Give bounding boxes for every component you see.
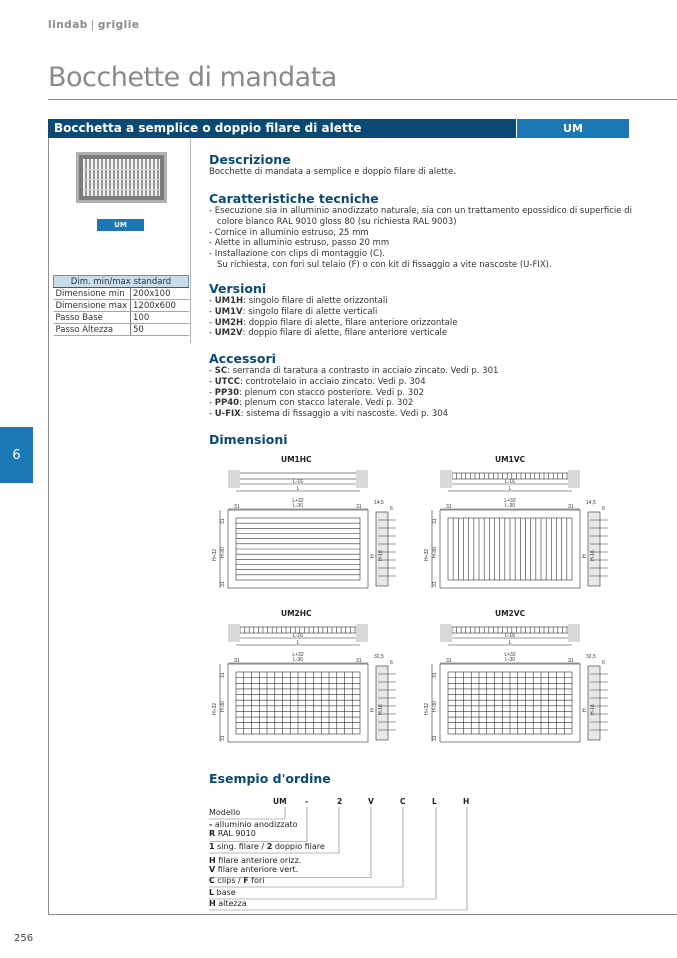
dim-label: 14,5 <box>374 500 384 506</box>
accessorio-item: - UTCC: controtelaio in acciaio zincato. Vedi p. 304 <box>209 376 426 387</box>
versione-item: - UM1H: singolo filare di alette orizzontali <box>209 296 388 306</box>
frame-bottom-rule <box>48 914 677 915</box>
dim-label: H <box>582 708 588 712</box>
accessorio-item-code: PP30 <box>214 387 240 398</box>
dim-label: H-30 <box>220 701 226 712</box>
dim-label: H+32 <box>424 548 430 561</box>
order-row-text: base <box>214 888 236 897</box>
versione-item-text: : doppio filare di alette, filare anteriore verticale <box>242 328 448 339</box>
drawing-title-um2hc: UM2HC <box>281 609 312 618</box>
page-number: 256 <box>14 933 34 944</box>
dim-label: L-30 <box>504 657 516 663</box>
versione-item-code: UM1V <box>214 306 243 317</box>
caratteristiche-line: - Esecuzione sia in alluminio anodizzato naturale, sia con un trattamento epossidico di superficie di <box>209 206 632 216</box>
wall-section <box>568 624 580 642</box>
dim-label: 31 <box>568 504 574 510</box>
dim-label: 6 <box>390 506 393 512</box>
versione-item: - UM2H: doppio filare di alette, filare anteriore orizzontale <box>209 317 458 328</box>
order-row-text: fori <box>248 876 265 885</box>
dim-label: L-16 <box>292 479 304 485</box>
dim-label: 31 <box>220 735 226 741</box>
photo-badge: UM <box>97 219 144 231</box>
wall-section <box>356 624 368 642</box>
section-versioni <box>209 281 654 339</box>
product-title-bar: Bocchetta a semplice o doppio filare di alette <box>48 119 516 138</box>
accessorio-item-text: : plenum con stacco posteriore. Vedi p. 302 <box>239 387 425 398</box>
drawing-um2vc <box>418 620 618 750</box>
versione-item: - UM2V: doppio filare di alette, filare anteriore verticale <box>209 328 448 339</box>
dim-label: 31 <box>432 735 438 741</box>
dim-label: H <box>582 554 588 558</box>
order-row <box>209 856 301 874</box>
dim-label: L <box>296 640 300 646</box>
versione-item-text: : doppio filare di alette, filare anteriore orizzontale <box>243 317 458 328</box>
dim-label: 31 <box>220 672 226 678</box>
dim-label: L+32 <box>504 498 516 504</box>
dimensions-table-header: Dim. min/max standard <box>54 276 189 288</box>
title-divider <box>48 99 677 100</box>
brand-section: griglie <box>97 19 140 31</box>
order-row-text: clips / <box>214 876 244 885</box>
order-row <box>209 899 247 908</box>
dimensions-value: 100 <box>131 312 189 324</box>
order-row-line <box>209 808 240 817</box>
accessorio-item-code: U-FIX <box>214 409 241 420</box>
dim-label: H+32 <box>212 548 218 561</box>
order-row <box>209 876 265 885</box>
dimensions-label: Dimensione max <box>54 300 131 312</box>
wall-section <box>356 470 368 488</box>
dimensions-label: Passo Base <box>54 312 131 324</box>
wall-section <box>228 470 240 488</box>
dim-label: L <box>508 640 512 646</box>
dim-label: L <box>508 486 512 492</box>
section-caratteristiche <box>209 191 654 271</box>
dim-label: L-16 <box>504 479 516 485</box>
caratteristiche-title: Caratteristiche tecniche <box>209 191 379 206</box>
caratteristiche-line: Su richiesta, con fori sul telaio (F) o con kit di fissaggio a vite nascoste (U-FIX). <box>217 259 552 270</box>
frame-left-rule <box>48 138 49 915</box>
dim-label: 31 <box>220 581 226 587</box>
dim-label: L-16 <box>504 633 516 639</box>
dimensions-row <box>54 312 189 324</box>
section-esempio <box>209 771 654 786</box>
dim-label: 31 <box>234 504 240 510</box>
accessorio-item-text: : plenum con stacco laterale. Vedi p. 302 <box>239 398 414 409</box>
drawing-title-um2vc: UM2VC <box>495 609 526 618</box>
order-code-part: L <box>432 797 437 806</box>
dimensioni-title: Dimensioni <box>209 432 288 447</box>
dimensions-value: 1200x600 <box>131 300 189 312</box>
accessorio-item-code: UTCC <box>214 376 240 387</box>
dimensions-value: 200x100 <box>131 288 189 300</box>
dim-label: H-16 <box>378 704 384 715</box>
drawing-title-um1vc: UM1VC <box>495 455 526 464</box>
accessorio-item-code: PP40 <box>214 398 240 409</box>
order-code-part: H <box>463 797 470 806</box>
accessorio-item-code: SC <box>214 366 228 376</box>
order-row-text: F <box>243 876 249 885</box>
order-row-line <box>209 856 301 865</box>
caratteristiche-line: colore bianco RAL 9010 gloss 80 (su richiesta RAL 9003) <box>217 216 457 227</box>
side-section <box>376 512 388 586</box>
brand-name: lindab <box>48 19 88 31</box>
order-row-text: Modello <box>209 808 241 817</box>
dim-label: 31 <box>446 504 452 510</box>
dim-label: 31 <box>356 504 362 510</box>
order-row <box>209 842 325 851</box>
accessorio-item-text: : serranda di taratura a contrasto in acciaio zincato. Vedi p. 301 <box>227 366 499 376</box>
wall-section <box>568 470 580 488</box>
versione-item-text: : singolo filare di alette verticali <box>242 306 378 317</box>
accessorio-item-text: : sistema di fissaggio a viti nascoste. Vedi p. 304 <box>240 409 449 420</box>
order-row-text: L <box>209 888 215 897</box>
order-row-text: doppio filare <box>272 842 325 851</box>
dimensions-value: 50 <box>131 324 189 336</box>
accessori-list <box>209 366 654 420</box>
order-row-line <box>209 876 265 885</box>
dimensions-label: Dimensione min <box>54 288 131 300</box>
order-code-part: UM <box>273 797 287 806</box>
dim-label: H+32 <box>424 702 430 715</box>
drawing-title-um1hc: UM1HC <box>281 455 312 464</box>
order-row-line <box>209 842 325 851</box>
accessorio-item: - U-FIX: sistema di fissaggio a viti nascoste. Vedi p. 304 <box>209 409 449 420</box>
section-accessori <box>209 351 654 420</box>
order-row-text: C <box>209 876 215 885</box>
order-row-text: altezza <box>215 899 247 908</box>
dim-label: H-16 <box>590 704 596 715</box>
versione-item-code: UM2V <box>214 328 243 339</box>
order-row-line <box>209 888 236 897</box>
dim-label: 14,5 <box>586 500 596 506</box>
section-descrizione <box>209 152 654 178</box>
dim-label: L+32 <box>504 652 516 658</box>
dim-label: H-30 <box>432 701 438 712</box>
order-row-text: RAL 9010 <box>215 829 256 838</box>
order-row-text: 1 <box>209 842 215 851</box>
order-row-text: H <box>209 856 216 865</box>
order-row-text: sing. filare / <box>214 842 267 851</box>
accessorio-item: - PP30: plenum con stacco posteriore. Vedi p. 302 <box>209 387 425 398</box>
dimensions-table <box>53 275 189 336</box>
dim-label: L <box>296 486 300 492</box>
dim-label: 31 <box>234 658 240 664</box>
dim-label: H-16 <box>590 550 596 561</box>
dim-label: 32,5 <box>374 654 384 660</box>
dim-label: H+32 <box>212 702 218 715</box>
dim-label: L+32 <box>292 498 304 504</box>
dim-label: H-30 <box>432 547 438 558</box>
product-photo <box>76 152 167 203</box>
order-row-text: filare anteriore orizz. <box>215 856 302 865</box>
dim-label: L-30 <box>292 657 304 663</box>
drawing-um2hc <box>206 620 406 750</box>
drawing-um1hc <box>206 466 406 596</box>
brand-header: lindab | griglie <box>48 19 140 31</box>
order-row-text: alluminio anodizzato <box>212 820 298 829</box>
wall-section <box>440 624 452 642</box>
dim-label: L-30 <box>292 503 304 509</box>
descrizione-text: Bocchette di mandata a semplice e doppio filare di alette. <box>209 167 456 177</box>
product-code-badge: UM <box>517 119 629 138</box>
order-row-text: filare anteriore vert. <box>215 865 299 874</box>
dim-label: L+32 <box>292 652 304 658</box>
side-section <box>588 512 600 586</box>
accessorio-item-text: : controtelaio in acciaio zincato. Vedi p. 304 <box>239 376 426 387</box>
order-row <box>209 888 236 897</box>
order-code-part: C <box>400 797 406 806</box>
descrizione-title: Descrizione <box>209 152 291 167</box>
chapter-tab[interactable]: 6 <box>0 427 33 483</box>
versioni-title: Versioni <box>209 281 267 296</box>
wall-section <box>228 624 240 642</box>
versione-item-text: : singolo filare di alette orizzontali <box>243 296 388 306</box>
dim-label: H-16 <box>378 550 384 561</box>
order-row-line <box>209 899 247 908</box>
dim-label: 31 <box>356 658 362 664</box>
drawing-um1vc <box>418 466 618 596</box>
accessorio-item: - SC: serranda di taratura a contrasto in acciaio zincato. Vedi p. 301 <box>209 366 499 376</box>
accessorio-item: - PP40: plenum con stacco laterale. Vedi p. 302 <box>209 398 414 409</box>
wall-section <box>440 470 452 488</box>
order-row-line <box>209 820 298 829</box>
order-row-text: V <box>209 865 216 874</box>
caratteristiche-line: - Alette in alluminio estruso, passo 20 mm <box>209 238 390 249</box>
order-row <box>209 820 298 838</box>
dim-label: 31 <box>432 581 438 587</box>
dimensions-row <box>54 300 189 312</box>
dim-label: 31 <box>220 518 226 524</box>
dim-label: L-30 <box>504 503 516 509</box>
order-row <box>209 808 240 817</box>
versioni-list <box>209 296 654 339</box>
dim-label: 6 <box>390 660 393 666</box>
column-divider <box>190 138 191 343</box>
dim-label: H-30 <box>220 547 226 558</box>
order-row-line <box>209 829 298 838</box>
dim-label: H <box>370 708 376 712</box>
accessori-title: Accessori <box>209 351 276 366</box>
dim-label: L-16 <box>292 633 304 639</box>
page-title: Bocchette di mandata <box>48 62 337 93</box>
versione-item: - UM1V: singolo filare di alette verticali <box>209 306 378 317</box>
dim-label: 31 <box>432 518 438 524</box>
caratteristiche-line: - Cornice in alluminio estruso, 25 mm <box>209 227 369 238</box>
dim-label: 6 <box>602 506 605 512</box>
order-row-text: - <box>209 820 213 829</box>
dimensions-label: Passo Altezza <box>54 324 131 336</box>
versione-item-code: UM2H <box>214 317 244 328</box>
esempio-title: Esempio d'ordine <box>209 771 331 786</box>
side-section <box>376 666 388 740</box>
order-row-text: 2 <box>266 842 273 851</box>
dim-label: 31 <box>568 658 574 664</box>
dimensions-row <box>54 324 189 336</box>
dimensions-row <box>54 288 189 300</box>
order-row-text: R <box>209 829 216 838</box>
versione-item-code: UM1H <box>214 296 244 306</box>
dim-label: H <box>370 554 376 558</box>
side-section <box>588 666 600 740</box>
order-code-part: 2 <box>337 797 343 806</box>
order-row-text: H <box>209 899 216 908</box>
order-row-line <box>209 865 301 874</box>
dim-label: 31 <box>446 658 452 664</box>
caratteristiche-list <box>209 206 654 271</box>
order-code-part: - <box>305 797 309 806</box>
caratteristiche-line: - Installazione con clips di montaggio (C). <box>209 249 385 260</box>
dim-label: 6 <box>602 660 605 666</box>
section-dimensioni <box>209 432 654 447</box>
dim-label: 32,5 <box>586 654 596 660</box>
dim-label: 31 <box>432 672 438 678</box>
order-code-part: V <box>368 797 374 806</box>
